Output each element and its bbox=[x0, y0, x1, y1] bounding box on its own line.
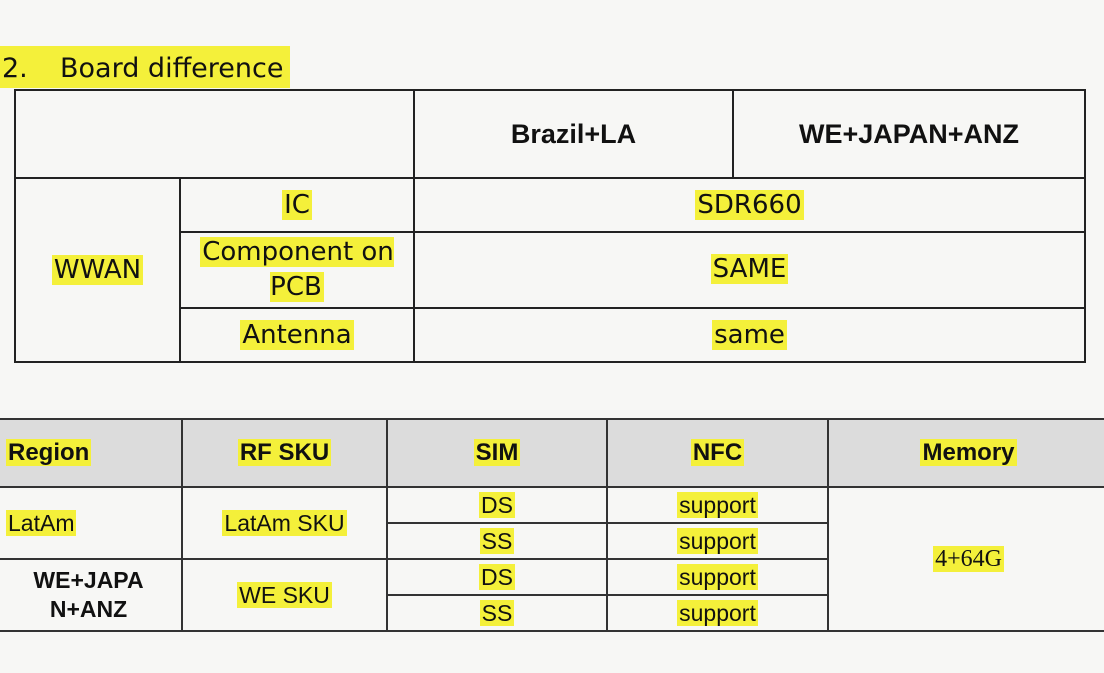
rf-sku-cell: LatAm SKU bbox=[182, 487, 387, 559]
section-title: Board difference bbox=[60, 53, 284, 84]
antenna-label: Antenna bbox=[242, 320, 352, 350]
header-nfc: NFC bbox=[607, 419, 828, 487]
header-we-japan-anz: WE+JAPAN+ANZ bbox=[733, 90, 1085, 178]
component-on-pcb-value: SAME bbox=[712, 254, 787, 285]
table-row bbox=[15, 178, 1085, 232]
header-sim: SIM bbox=[387, 419, 607, 487]
board-difference-table bbox=[14, 89, 1086, 363]
wwan-group-cell bbox=[15, 178, 180, 362]
antenna-value: same bbox=[714, 320, 785, 350]
sim-cell: DS bbox=[387, 559, 607, 595]
table-header-row bbox=[0, 419, 1104, 487]
region-cell: WE+JAPA N+ANZ bbox=[0, 559, 182, 631]
ic-value: SDR660 bbox=[697, 190, 802, 220]
sim-cell: DS bbox=[387, 487, 607, 523]
sku-table bbox=[0, 418, 1104, 632]
row-value-cell bbox=[414, 232, 1085, 308]
table-row bbox=[0, 487, 1104, 523]
wwan-label: WWAN bbox=[53, 255, 142, 285]
row-label-cell bbox=[180, 232, 414, 308]
row-label-cell bbox=[180, 178, 414, 232]
row-label-cell bbox=[180, 308, 414, 362]
nfc-cell: support bbox=[607, 523, 828, 559]
region-cell: LatAm bbox=[0, 487, 182, 559]
nfc-cell: support bbox=[607, 559, 828, 595]
header-rf-sku: RF SKU bbox=[182, 419, 387, 487]
header-region: Region bbox=[0, 419, 182, 487]
ic-label: IC bbox=[284, 190, 310, 220]
rf-sku-cell: WE SKU bbox=[182, 559, 387, 631]
component-on-pcb-label: Component on PCB bbox=[202, 236, 394, 302]
table-header-row bbox=[15, 90, 1085, 178]
sim-cell: SS bbox=[387, 523, 607, 559]
nfc-cell: support bbox=[607, 595, 828, 631]
section-number: 2. bbox=[2, 53, 28, 84]
section-heading bbox=[0, 46, 290, 88]
nfc-cell: support bbox=[607, 487, 828, 523]
memory-cell: 4+64G bbox=[828, 487, 1104, 631]
header-brazil-la: Brazil+LA bbox=[414, 90, 733, 178]
header-memory: Memory bbox=[828, 419, 1104, 487]
row-value-cell bbox=[414, 308, 1085, 362]
row-value-cell bbox=[414, 178, 1085, 232]
empty-header-cell bbox=[15, 90, 414, 178]
sim-cell: SS bbox=[387, 595, 607, 631]
